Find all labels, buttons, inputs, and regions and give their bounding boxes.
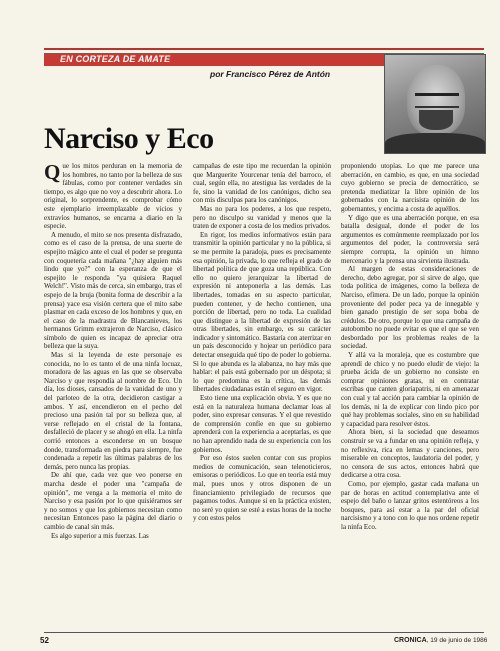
publication-name: CRONICA <box>394 637 427 644</box>
byline: por Francisco Pérez de Antón <box>210 69 331 79</box>
paragraph: A menudo, el mito se nos presenta disfrazado, como es el caso de la prensa, de una suerte de espejito mágico ante el cual el poder se pregunta con coquetería cada mañana "¿hay alguien más lindo que yo?" con la esperanza de que el espejito le responda "ya quisiera Raquel Welch!". Visto más de cerca, sin embargo, tras el espejo de la bruja (bonita forma de describir a la prensa) yace esa visión certera que el mito sabe plasmar en cada exceso de los hombres y que, en el caso de la madrastra de Blancanieves, los hermanos Grimm extrajeron de Narciso, clásico símbolo de quien es incapaz de apreciar otra belleza que la suya. <box>44 230 182 351</box>
paragraph: Y allá va la moraleja, que es costumbre que aprendí de chico y no puedo eludir de viejo: la prueba ácida de un gobierno no consiste en comprar opiniones gratas, ni en contratar escribas que canten gloriapatris, ni en amenazar con cual y tal acción para cambiar la opinión de los demás, ni la de explicar con lindo pico por qué hay problemas sociales, sino en su habilidad y capacidad para resolver éstos. <box>341 351 479 428</box>
author-glasses <box>415 93 459 108</box>
drop-cap: Q <box>44 160 61 184</box>
publication-date: 19 de junio de 1986 <box>430 637 488 644</box>
paragraph: Esto tiene una explicación obvia. Y es que no está en la naturaleza humana declamar loas al poder, sino expresar censuras. Y el que revestido de comprensión confíe en que su gobierno aprenderá con la experiencia a aceptarlas, es que no han aprendido nada de su experiencia con los gobiernos. <box>193 394 331 454</box>
top-rule <box>44 48 484 50</box>
author-shoulders <box>385 133 485 154</box>
publication-footer: CRONICA, 19 de junio de 1986 <box>394 637 488 644</box>
paragraph: Como, por ejemplo, gastar cada mañana un par de horas en actitud contemplativa ante el espejo del baño o lanzar gritos estentóreos a los bosques, para así estar a la par del oficial narcisismo y a tono con lo que nos ordene repetir la ninfa Eco. <box>341 479 479 531</box>
text-column-2 <box>193 162 331 523</box>
paragraph: campañas de este tipo me recuerdan la opinión que Marguerite Yourcenar tenía del barroco, el cual, según ella, no atestigua las verdades de la fe, sino la vanidad de los canónigos, dicho sea con mis disculpas para los canónigos. <box>193 162 331 205</box>
paragraph: Mas no para los poderes, a los que respeto, pero no disculpo su vanidad y menos que la traten de exponer a costa de los medios privados. <box>193 204 331 231</box>
paragraph: Por eso éstos suelen contar con sus propios medios de comunicación, sean telenoticieros, emisoras o periódicos. Lo que en teoría está muy mal, pues unos y otros disponen de un financiamiento privilegiado de recursos que pagamos todos. Aunque si en la práctica existen, no seré yo quien se esté a estas horas de la noche y con estos pelos <box>193 454 331 523</box>
paragraph: Ahora bien, si la sociedad que deseamos construir se va a fundar en una opinión refleja, y no reflexiva, rica en lemas y canciones, pero miserable en conceptos, laudatoria del poder, y no censora de sus actos, entonces habrá que dedicarse a otra cosa. <box>341 428 479 480</box>
paragraph: proponiendo utopías. Lo que me parece una aberración, en cambio, es que, en una sociedad cuyo gobierno se precia de democrático, se pretenda mediatizar la libre opinión de los gobernados con la narcisista opinión de los gobernantes, y encima a costa de aquéllos. <box>341 162 479 213</box>
paragraph: En rigor, los medios informativos están para transmitir la opinión particular y no la pública, si se me permite la paradoja, pues es precisamente esa opinión, la privada, lo que refleja el grado de libertad política de que goza una república. Con ello no quiero jerarquizar la libertad de expresión ni anteponerla a las demás. Las libertades, tomadas en su aspecto particular, pueden contener, y de hecho contienen, una porción de libertad, pero no toda. La cualidad que distingue a la libertad de expresión de las otras libertades, sin embargo, es su carácter indicador y sintomático. Bastaría con aterrizar en un país desconocido y hojear un periódico para detectar enseguida qué tipo de poder lo gobierna. Si lo que abunda es la alabanza, no hay más que hablar: el país está gobernado por un déspota; si lo que predomina es la crítica, las demás libertades ciudadanas están el seguro en vigor. <box>193 230 331 394</box>
page-number: 52 <box>40 636 49 645</box>
article-title: Narciso y Eco <box>44 122 214 155</box>
paragraph: Al margen de estas consideraciones de derecho, debo agregar, por si sirve de algo, que toda política de imágenes, como la belleza de Narciso, efímera. De un lado, porque la opinión proveniente del poder peca ya de innegable y bien ganado prestigio de ser sopa boba de crédulos. De otro, porque lo que una campaña de autobombo no puede evitar es que el que se ven desbordado por los problemas reales de la sociedad. <box>341 265 479 351</box>
paragraph: Que los mitos perduran en la memoria de los hombres, no tanto por la belleza de sus fábulas, como por contener verdades sin tiempo, es algo que no voy a descubrir ahora. Lo original, lo sorprendente, es comprobar cómo este ejemplario irreemplazable de vicios y extravíos humanos, se encarna a diario en la especie. <box>44 160 182 231</box>
paragraph: Y digo que es una aberración porque, en esa batalla desigual, donde el poder de los argumentos es comúnmente reemplazado por los argumentos del poder, la controversia será siempre corrupta, la opinión un himno mercenario y la prensa una sirvienta ilustrada. <box>341 213 479 265</box>
paragraph: Mas si la leyenda de este personaje es conocida, no lo es tanto el de una ninfa locuaz, moradora de las aguas en las que se observaba Narciso y que respondía al nombre de Eco. Un día, los dioses, cansados de la vanidad de uno y del parloteo de la otra, decidieron castigar a ambos. Y así, encendieron en el pecho del precioso una pasión tal por su belleza que, al verse reflejado en el cristal de la fontana, desfalleció de placer y se ahogó en ella. La ninfa corrió entonces a esconderse en un bosque donde, transformada en piedra para siempre, fue condenada a repetir las últimas palabras de los demás, pero nunca las propias. <box>44 351 182 471</box>
bottom-rule <box>44 632 484 633</box>
text-column-3 <box>341 162 479 532</box>
author-beard <box>419 110 453 130</box>
text-column-1 <box>44 162 182 540</box>
section-label: EN CORTEZA DE AMATE <box>60 54 171 64</box>
author-photo <box>384 54 486 154</box>
paragraph: De ahí que, cada vez que veo ponerse en marcha desde el poder una "campaña de opinión", me venga a la memoria el mito de Narciso y esa pasión por lo que quisiéramos ser y no somos y que los gobiernos necesitan como necesitan Entonces paso la página del diario o cambio de canal sin más. <box>44 471 182 531</box>
paragraph: Es algo superior a mis fuerzas. Las <box>51 531 149 540</box>
